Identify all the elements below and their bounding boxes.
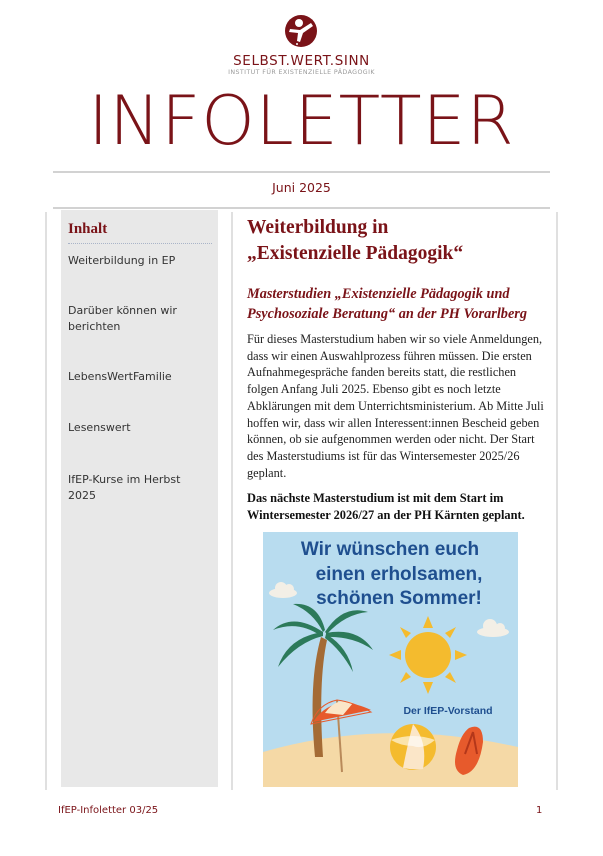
greeting-line-3: schönen Sommer! xyxy=(316,588,482,609)
brand-name: SELBST.WERT.SINN xyxy=(233,53,370,69)
column-divider xyxy=(231,212,233,790)
toc-item-lebenswertfamilie[interactable]: LebensWertFamilie xyxy=(68,370,172,383)
frame-line-left xyxy=(45,212,47,790)
toc-item-lesenswert[interactable]: Lesenswert xyxy=(68,421,131,434)
greeting-line-1: Wir wünschen euch xyxy=(300,539,480,560)
toc-heading: Inhalt xyxy=(68,221,108,237)
footer-issue-label: IfEP-Infoletter 03/25 xyxy=(58,805,159,816)
toc-item-berichten[interactable]: Darüber können wir berichten xyxy=(68,304,177,333)
article xyxy=(247,210,547,524)
article-highlight-paragraph: Das nächste Masterstudium ist mit dem Start im Wintersemester 2026/27 an der PH Kärnten geplant. xyxy=(247,491,525,523)
signature-text: Der IfEP-Vorstand xyxy=(403,705,493,717)
article-heading xyxy=(247,215,547,267)
table-of-contents-sidebar xyxy=(61,210,218,787)
issue-date: Juni 2025 xyxy=(272,180,331,195)
greeting-line-2: einen erholsamen, xyxy=(315,564,483,585)
toc-item-weiterbildung[interactable]: Weiterbildung in EP xyxy=(68,254,176,267)
header-divider-bottom xyxy=(53,207,550,209)
frame-line-right xyxy=(556,212,558,790)
article-subheading: Masterstudien „Existenzielle Pädagogik und Psychosoziale Beratung“ an der PH Vorarlberg xyxy=(247,286,528,322)
beach-ball-icon xyxy=(390,724,436,770)
article-heading-line1: Weiterbildung in xyxy=(247,217,389,238)
sun-icon xyxy=(389,616,467,694)
brand-logo-icon xyxy=(284,14,318,48)
page-number: 1 xyxy=(536,805,543,816)
toc-item-kurse-herbst[interactable]: IfEP-Kurse im Herbst 2025 xyxy=(68,473,181,502)
summer-greeting-image xyxy=(263,532,518,787)
toc-dotted-divider xyxy=(68,243,212,244)
header-divider-top xyxy=(53,171,550,173)
article-heading-line2: „Existenzielle Pädagogik“ xyxy=(247,243,464,264)
article-paragraph: Für dieses Masterstudium haben wir so viele Anmeldungen, dass wir einen Auswahlprozess führen müssen. Die ersten Aufnahmegespräche fanden bereits statt, die restlichen folgen Anfang Juli 2025. Ebenso gibt es noch letzte Abklärungen mit dem Unterrichtsministerium. Ab Mitte Juli hoffen wir, dass wir allen Interessent:innen Bescheid geben können, ob sie aufgenommen werden oder nicht. Der Start des Masterstudiums ist für das Wintersemester 2025/26 geplant. xyxy=(247,332,544,480)
newsletter-title: INFOLETTER xyxy=(88,82,515,161)
brand-subtitle: INSTITUT FÜR EXISTENZIELLE PÄDAGOGIK xyxy=(228,69,375,76)
